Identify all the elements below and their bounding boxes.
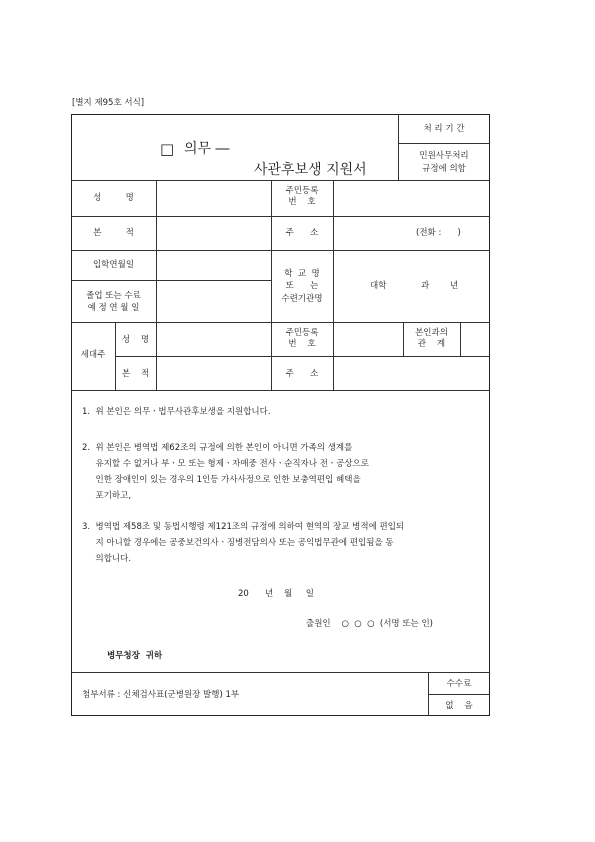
row-line xyxy=(428,694,490,695)
householder-address-label: 주 소 xyxy=(285,369,319,379)
statement-2: 2. 위 본인은 병역법 제62조의 규정에 의한 본인이 아니면 가족의 생계를 유지할 수 없거나 부ㆍ모 또는 형제ㆍ자매중 전사ㆍ순직자나 전ㆍ공상으로 인한 장애인이 있는 경우의 1인등 가사사정으로 인한 보충역편입 혜택을 포기하고, xyxy=(82,443,369,502)
householder-domicile-label: 본 적 xyxy=(121,369,150,379)
applicant-domicile-field[interactable] xyxy=(157,217,270,249)
graduation-date-field[interactable] xyxy=(157,281,270,321)
university-text: 대학 xyxy=(370,281,387,291)
row-line xyxy=(71,250,490,251)
applicant-name-field[interactable] xyxy=(157,181,270,215)
addressee: 병무청장 귀하 xyxy=(107,651,163,661)
statement-3: 3. 병역법 제58조 및 동법시행령 제121조의 규정에 의하여 현역의 장교 병적에 편입되 지 아니할 경우에는 공중보건의사ㆍ징병전담의사 또는 공익법무관에 편입됨을 동 의합니다. xyxy=(82,522,405,565)
householder-name-label: 성 명 xyxy=(121,335,150,345)
date-line: 20 년 월 일 xyxy=(238,589,314,599)
attachments-text: 첨부서류 : 신체검사표(군병원장 발행) 1부 xyxy=(82,690,240,700)
relation-label: 본인과의 관 계 xyxy=(415,328,448,349)
householder-rrn-field[interactable] xyxy=(334,323,402,355)
form-number: [별지 제95호 서식] xyxy=(72,98,145,108)
entry-date-label: 입학연월일 xyxy=(92,260,135,270)
department-text: 과 xyxy=(421,281,430,291)
householder-label: 세대주 xyxy=(80,350,106,360)
statement-1: 1. 위 본인은 의무ㆍ법무사관후보생을 지원합니다. xyxy=(82,407,271,417)
fee-label: 수수료 xyxy=(446,679,472,689)
row-line xyxy=(71,390,490,391)
householder-rrn-label: 주민등록 번 호 xyxy=(285,328,319,349)
householder-name-field[interactable] xyxy=(157,323,270,355)
applicant-address-field[interactable] xyxy=(334,217,489,249)
applicant-domicile-label: 본 적 xyxy=(93,228,134,238)
entry-date-field[interactable] xyxy=(157,251,270,279)
applicant-rrn-field[interactable] xyxy=(334,181,489,215)
relation-field[interactable] xyxy=(461,323,489,355)
header-divider-h xyxy=(398,143,490,144)
applicant-address-label: 주 소 xyxy=(285,228,319,238)
form-title: 사관후보생 지원서 xyxy=(254,162,367,178)
processing-period-label: 처 리 기 간 xyxy=(423,124,465,134)
householder-address-field[interactable] xyxy=(334,357,489,389)
title-line-1: 의무 ― xyxy=(184,141,230,157)
applicant-rrn-label: 주민등록 번 호 xyxy=(285,186,319,207)
col-line xyxy=(115,322,116,390)
signature-line: 출원인 ○ ○ ○ (서명 또는 인) xyxy=(306,619,433,629)
householder-domicile-field[interactable] xyxy=(157,357,270,389)
year-text: 년 xyxy=(450,281,459,291)
phone-text: (전화 : ) xyxy=(416,228,461,238)
school-label: 학 교 명 또 는 수련기관명 xyxy=(281,269,323,304)
fee-value: 없 음 xyxy=(445,701,473,711)
processing-period-value: 민원사무처리 규정에 의함 xyxy=(419,151,469,174)
applicant-name-label: 성 명 xyxy=(93,193,134,203)
title-checkbox: □ xyxy=(160,140,175,158)
row-line xyxy=(71,322,490,323)
graduation-date-label: 졸업 또는 수료 예 정 연 월 일 xyxy=(86,291,141,314)
